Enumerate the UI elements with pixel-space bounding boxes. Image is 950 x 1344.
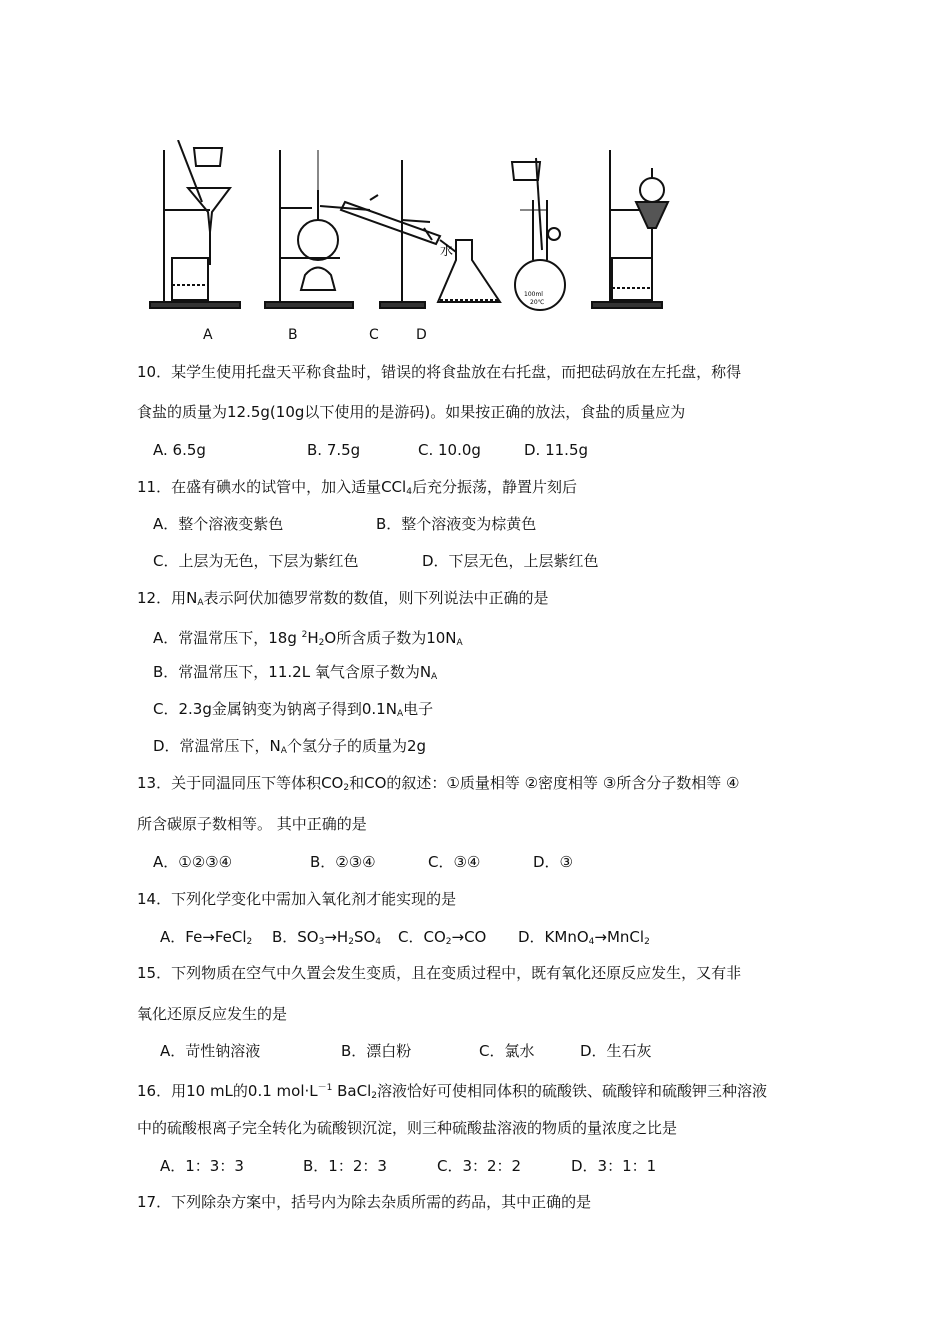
q10-option-c: C. 10.0g bbox=[418, 441, 481, 459]
q13-option-b: B．②③④ bbox=[310, 853, 376, 871]
flask-temp-label: 20℃ bbox=[530, 299, 545, 306]
figure-label-b: B bbox=[288, 327, 298, 343]
q15-stem-line2: 氧化还原反应发生的是 bbox=[137, 1005, 288, 1023]
stand-base-a bbox=[150, 302, 240, 308]
figure-label-c: C bbox=[369, 327, 379, 343]
q11-option-d: D．下层无色，上层紫红色 bbox=[422, 552, 599, 570]
q14-option-b: B．$SO_3\to H_2SO_4$ bbox=[272, 928, 382, 947]
q13-option-c: C．③④ bbox=[428, 853, 481, 871]
q16-option-a: A．1：3：3 bbox=[160, 1157, 244, 1175]
stand-base-c bbox=[380, 302, 425, 308]
q15-option-c: C．氯水 bbox=[479, 1042, 535, 1060]
q15-option-a: A．苛性钠溶液 bbox=[160, 1042, 261, 1060]
q12-option-b: B．常温常压下，11.2L 氧气含原子数为$N_A$ bbox=[153, 663, 438, 682]
q15-option-b: B．漂白粉 bbox=[341, 1042, 412, 1060]
q11-option-b: B．整个溶液变为棕黄色 bbox=[376, 515, 537, 533]
q14-option-a: A．Fe→FeCl$_2$ bbox=[160, 928, 253, 947]
q12-option-d: D．常温常压下，$N_A$个氢分子的质量为2g bbox=[153, 737, 427, 756]
stand-base-b bbox=[265, 302, 353, 308]
q12-option-a: A．常温常压下，18g $^2H_2O$所含质子数为$10N_A$ bbox=[153, 629, 463, 648]
q11-stem: 11．在盛有碘水的试管中，加入适量CCl$_4$后充分振荡，静置片刻后 bbox=[137, 478, 577, 497]
q14-stem: 14．下列化学变化中需加入氧化剂才能实现的是 bbox=[137, 890, 457, 908]
apparatus-figure bbox=[140, 140, 720, 315]
q15-stem-line1: 15．下列物质在空气中久置会发生变质，且在变质过程中，既有氧化还原反应发生，又有非 bbox=[137, 964, 742, 982]
q16-stem-line1: 16．用10 mL的0.1 $mol\cdot L^{-1}$ BaCl$_2$溶液恰好可使相同体积的硫酸铁、硫酸锌和硫酸钾三种溶液 bbox=[137, 1082, 768, 1101]
water-label: 水 bbox=[440, 244, 454, 259]
q10-stem-line1: 10．某学生使用托盘天平称食盐时，错误的将食盐放在右托盘，而把砝码放在左托盘，称得 bbox=[137, 363, 742, 381]
q13-stem-line1: 13．关于同温同压下等体积$CO_2$和CO的叙述：①质量相等 ②密度相等 ③所含分子数相等 ④ bbox=[137, 774, 740, 793]
stand-base-f bbox=[592, 302, 662, 308]
q16-option-b: B．1：2：3 bbox=[303, 1157, 387, 1175]
q15-option-d: D．生石灰 bbox=[580, 1042, 652, 1060]
q11-option-c: C．上层为无色，下层为紫红色 bbox=[153, 552, 359, 570]
q11-option-a: A．整个溶液变紫色 bbox=[153, 515, 284, 533]
q10-option-a: A. 6.5g bbox=[153, 441, 206, 459]
q12-stem: 12．用$N_A$表示阿伏加德罗常数的数值，则下列说法中正确的是 bbox=[137, 589, 549, 608]
q14-option-d: D．KMnO$_4$→MnCl$_2$ bbox=[518, 928, 650, 947]
q12-option-c: C．2.3g金属钠变为钠离子得到$0.1N_A$电子 bbox=[153, 700, 434, 719]
figure-label-a: A bbox=[203, 327, 213, 343]
q13-option-a: A．①②③④ bbox=[153, 853, 233, 871]
q14-option-c: C．$CO_2\to CO$ bbox=[398, 928, 487, 947]
q10-option-d: D. 11.5g bbox=[524, 441, 589, 459]
q10-option-b: B. 7.5g bbox=[307, 441, 361, 459]
q13-option-d: D．③ bbox=[533, 853, 573, 871]
flask-volume-label: 100ml bbox=[524, 291, 543, 298]
figure-label-d: D bbox=[416, 327, 427, 343]
q16-stem-line2: 中的硫酸根离子完全转化为硫酸钡沉淀，则三种硫酸盐溶液的物质的量浓度之比是 bbox=[137, 1119, 678, 1137]
q16-option-c: C．3：2：2 bbox=[437, 1157, 522, 1175]
q16-option-d: D．3：1：1 bbox=[571, 1157, 657, 1175]
q13-stem-line2: 所含碳原子数相等。 其中正确的是 bbox=[137, 815, 367, 833]
q17-stem: 17．下列除杂方案中，括号内为除去杂质所需的药品，其中正确的是 bbox=[137, 1193, 592, 1211]
q10-stem-line2: 食盐的质量为12.5g(10g以下使用的是游码)。如果按正确的放法，食盐的质量应为 bbox=[137, 403, 686, 421]
